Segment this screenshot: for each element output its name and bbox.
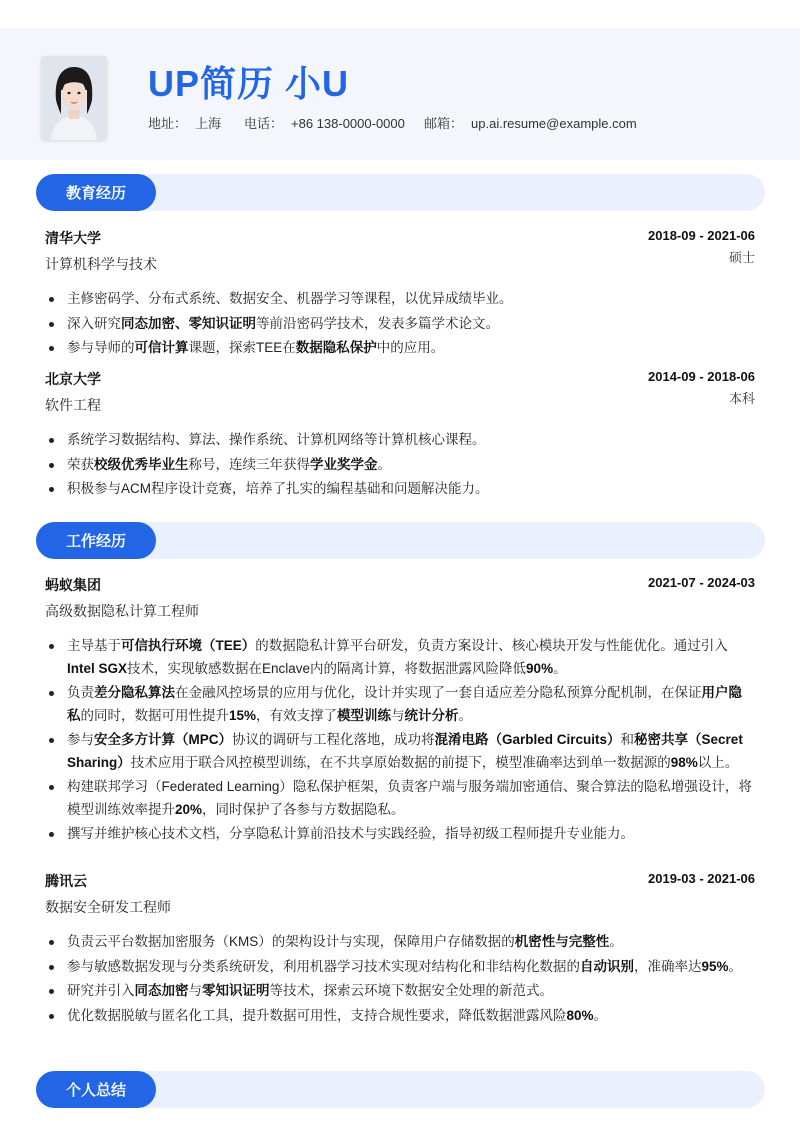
list-item: 负责差分隐私算法在金融风控场景的应用与优化，设计并实现了一套自适应差分隐私预算分配机制，在保证用户隐私的同时，数据可用性提升15%，有效支撑了模型训练与统计分析。 [45,682,755,727]
entry-date: 2014-09 - 2018-06 [648,369,755,384]
major: 计算机科学与技术 [45,256,157,272]
job-role: 高级数据隐私计算工程师 [45,603,199,619]
address-value: 上海 [195,116,222,131]
contact-info [148,113,637,132]
list-item: 构建联邦学习（Federated Learning）隐私保护框架，负责客户端与服务端加密通信、聚合算法的隐私增强设计，将模型训练效率提升20%，同时保护了各参与方数据隐私。 [45,776,755,821]
avatar [41,56,107,140]
degree: 硕士 [728,250,755,265]
address-item [148,113,244,132]
bullet-list [45,635,755,846]
education-entry [45,369,755,503]
school-name: 清华大学 [45,230,101,246]
email-item [424,113,637,132]
degree: 本科 [728,391,755,406]
section-title-education: 教育经历 [36,174,156,211]
company-name: 腾讯云 [45,873,87,889]
list-item: 参与敏感数据发现与分类系统研发，利用机器学习技术实现对结构化和非结构化数据的自动识别，准确率达95%。 [45,956,755,979]
list-item: 系统学习数据结构、算法、操作系统、计算机网络等计算机核心课程。 [45,429,755,452]
section-title-summary: 个人总结 [36,1071,156,1108]
entry-date: 2021-07 - 2024-03 [648,575,755,590]
list-item: 参与导师的可信计算课题，探索TEE在数据隐私保护中的应用。 [45,337,755,360]
bullet-list [45,429,755,501]
list-item: 深入研究同态加密、零知识证明等前沿密码学技术，发表多篇学术论文。 [45,313,755,336]
entry-date: 2018-09 - 2021-06 [648,228,755,243]
list-item: 研究并引入同态加密与零知识证明等技术，探索云环境下数据安全处理的新范式。 [45,980,755,1003]
phone-value: +86 138-0000-0000 [291,116,405,131]
list-item: 主修密码学、分布式系统、数据安全、机器学习等课程，以优异成绩毕业。 [45,288,755,311]
list-item: 优化数据脱敏与匿名化工具，提升数据可用性，支持合规性要求，降低数据泄露风险80%。 [45,1005,755,1028]
address-label: 地址： [148,116,188,131]
candidate-name: UP简历 小U [148,63,350,104]
section-bar-education [36,174,765,211]
phone-item [244,113,424,132]
email-label: 邮箱： [424,116,464,131]
job-role: 数据安全研发工程师 [45,899,171,915]
education-entry [45,228,755,362]
section-bar-work [36,522,765,559]
list-item: 荣获校级优秀毕业生称号，连续三年获得学业奖学金。 [45,454,755,477]
bullet-list [45,288,755,360]
major: 软件工程 [45,397,101,413]
section-bar-summary [36,1071,765,1108]
company-name: 蚂蚁集团 [45,577,101,593]
phone-label: 电话： [244,116,284,131]
work-entry [45,871,755,1029]
work-entry [45,575,755,848]
list-item: 积极参与ACM程序设计竞赛，培养了扎实的编程基础和问题解决能力。 [45,478,755,501]
section-title-work: 工作经历 [36,522,156,559]
school-name: 北京大学 [45,371,101,387]
email-value: up.ai.resume@example.com [471,116,637,131]
bullet-list [45,931,755,1027]
list-item: 主导基于可信执行环境（TEE）的数据隐私计算平台研发，负责方案设计、核心模块开发与性能优化。通过引入Intel SGX技术，实现敏感数据在Enclave内的隔离计算，将数据泄露风险降低90%。 [45,635,755,680]
resume-header [0,28,800,160]
entry-date: 2019-03 - 2021-06 [648,871,755,886]
list-item: 参与安全多方计算（MPC）协议的调研与工程化落地，成功将混淆电路（Garbled Circuits）和秘密共享（Secret Sharing）技术应用于联合风控模型训练，在不共享原始数据的前提下，模型准确率达到单一数据源的98%以上。 [45,729,755,774]
list-item: 撰写并维护核心技术文档，分享隐私计算前沿技术与实践经验，指导初级工程师提升专业能力。 [45,823,755,846]
avatar-photo-icon [41,56,107,140]
list-item: 负责云平台数据加密服务（KMS）的架构设计与实现，保障用户存储数据的机密性与完整性。 [45,931,755,954]
